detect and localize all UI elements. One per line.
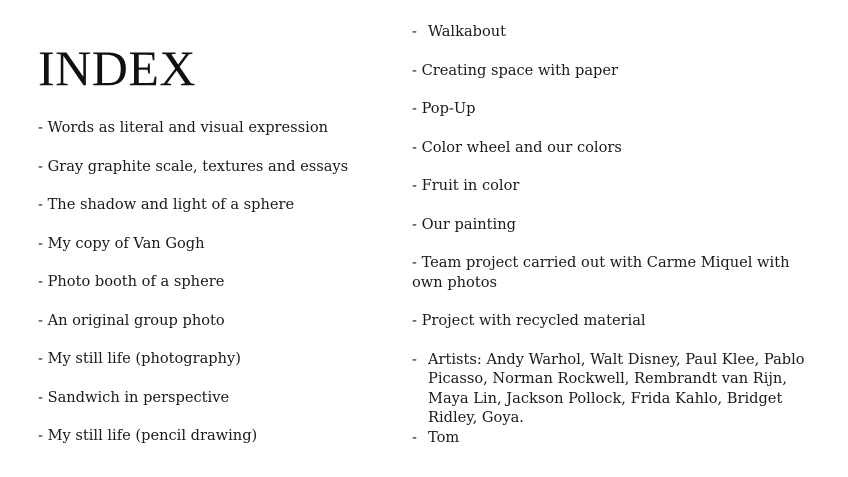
index-item-team-project: - Team project carried out with Carme Miquel with own photos [412, 254, 790, 291]
index-item-popup: - Pop-Up [412, 100, 476, 117]
index-item-tom [412, 428, 822, 448]
index-item-sandwich: - Sandwich in perspective [38, 388, 230, 406]
index-list-left [38, 118, 378, 465]
index-item-walkabout [412, 22, 822, 42]
index-item-fruit: - Fruit in color [412, 177, 520, 194]
index-item-artists [412, 350, 822, 428]
bullet-dash: - [412, 428, 417, 446]
index-item-sphere-shadow: - The shadow and light of a sphere [38, 196, 295, 213]
index-item-photo-booth: - Photo booth of a sphere [38, 273, 225, 290]
index-item-label: Walkabout [428, 23, 507, 40]
index-item-label: Artists: Andy Warhol, Walt Disney, Paul Klee, Pablo Picasso, Norman Rockwell, Rembrandt van Rijn, Maya Lin, Jackson Pollock, Frida Kahlo, Bridget Ridley, Goya. [428, 350, 805, 426]
index-item-words: - Words as literal and visual expression [38, 119, 329, 136]
index-item-graphite: - Gray graphite scale, textures and essays [38, 157, 349, 175]
index-item-still-life-photo: - My still life (photography) [38, 350, 241, 367]
index-list-right [412, 22, 822, 447]
index-item-still-life-pencil: - My still life (pencil drawing) [38, 427, 258, 444]
index-item-label: Tom [428, 428, 460, 446]
index-item-color-wheel: - Color wheel and our colors [412, 138, 622, 156]
index-item-group-photo: - An original group photo [38, 311, 225, 329]
index-item-recycled: - Project with recycled material [412, 312, 646, 329]
page-title: INDEX [38, 40, 197, 96]
bullet-dash: - [412, 23, 417, 40]
index-item-painting: - Our painting [412, 215, 516, 233]
index-item-paper-space: - Creating space with paper [412, 61, 619, 79]
index-item-van-gogh: - My copy of Van Gogh [38, 234, 205, 252]
bullet-dash: - [412, 350, 417, 368]
